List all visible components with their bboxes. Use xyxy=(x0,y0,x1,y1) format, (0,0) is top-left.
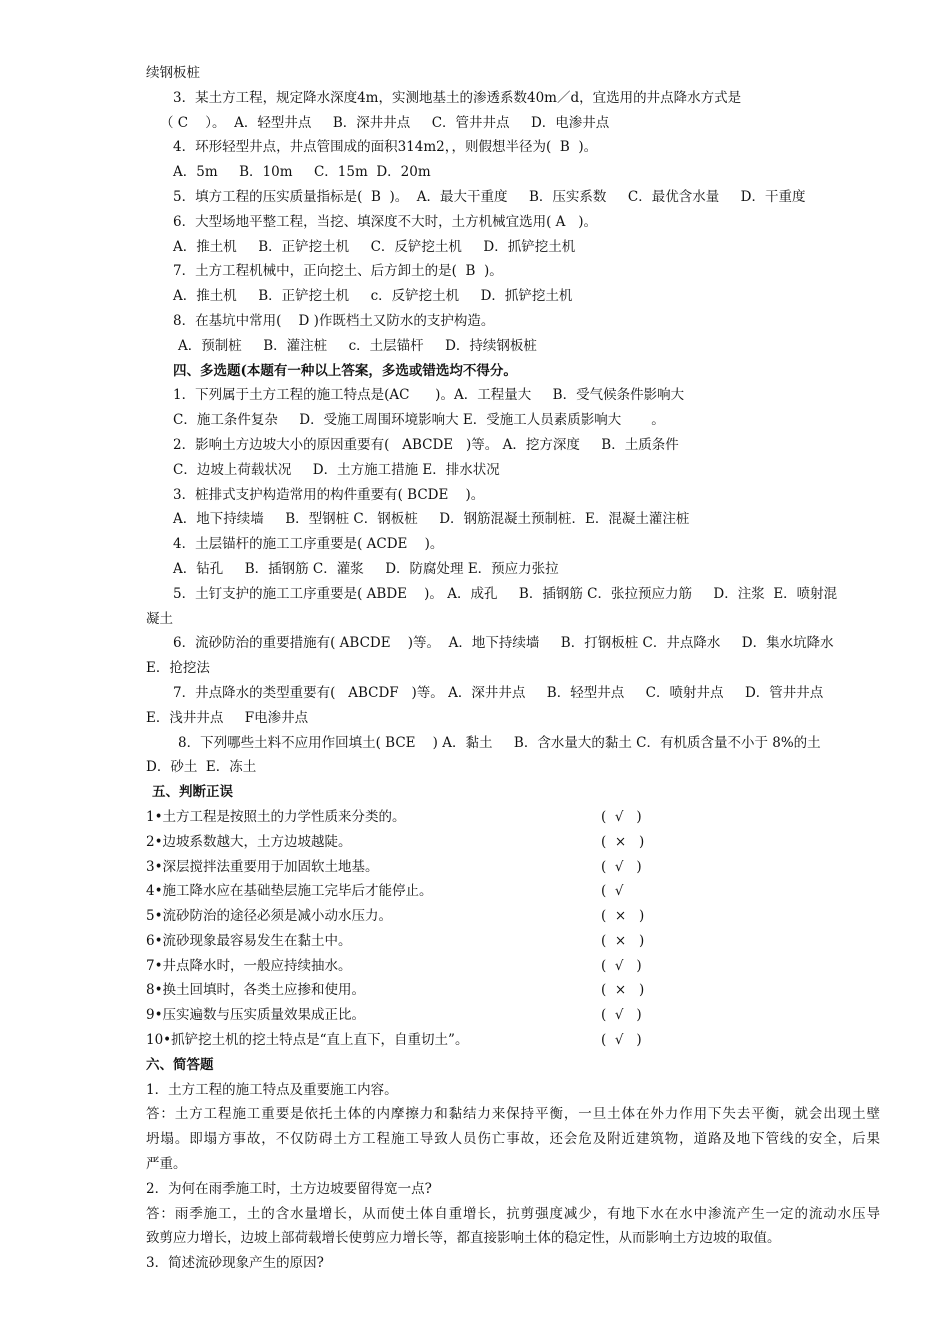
tf-mark: ( √ ) xyxy=(601,1007,642,1024)
tf-question: 4•施工降水应在基础垫层施工完毕后才能停止。 xyxy=(146,883,433,900)
sa-question-1: 1．土方工程的施工特点及重要施工内容。 xyxy=(146,1081,398,1098)
question-6-options: A．推土机 B．正铲挖土机 C．反铲挖土机 D．抓铲挖土机 xyxy=(173,238,576,255)
tf-row xyxy=(146,1028,880,1053)
tf-mark: ( √ ) xyxy=(601,957,642,974)
tf-question: 3•深层搅拌法重要用于加固软土地基。 xyxy=(146,858,379,875)
section-title-multiple-choice: 四、多选题(本题有一种以上答案，多选或错选均不得分。 xyxy=(173,362,517,379)
mc-question-3: 3．桩排式支护构造常用的构件重要有( BCDE )。 xyxy=(173,486,485,503)
tf-mark: ( √ ) xyxy=(601,808,642,825)
mc-question-6-cont: E．抢挖法 xyxy=(146,660,210,677)
sa-answer-1-line: 严重。 xyxy=(146,1156,187,1173)
text-line: 续钢板桩 xyxy=(146,65,200,81)
tf-row xyxy=(146,855,880,880)
question-7: 7．土方工程机械中，正向挖土、后方卸土的是( B )。 xyxy=(173,263,503,280)
tf-question: 5•流砂防治的途径必须是减小动水压力。 xyxy=(146,908,393,925)
question-3: 3．某土方工程，规定降水深度4m，实测地基土的渗透系数40m／d，宜选用的井点降水方式是 xyxy=(173,89,742,106)
mc-question-4: 4．土层锚杆的施工工序重要是( ACDE )。 xyxy=(173,536,444,553)
tf-question: 7•井点降水时，一般应持续抽水。 xyxy=(146,957,352,974)
mc-question-5: 5．土钉支护的施工工序重要是( ABDE )。 A．成孔 B．插钢筋 C．张拉预应力筋 D．注浆 E．喷射混 xyxy=(173,585,838,602)
tf-question: 6•流砂现象最容易发生在黏土中。 xyxy=(146,932,352,949)
question-4-options: A．5m B．10m C．15m D．20m xyxy=(173,164,431,181)
section-title-short-answer: 六、简答题 xyxy=(146,1056,214,1073)
tf-row xyxy=(146,830,880,855)
tf-question: 1•土方工程是按照土的力学性质来分类的。 xyxy=(146,808,406,825)
tf-mark: ( × ) xyxy=(601,908,645,925)
tf-mark: ( √ ) xyxy=(601,858,642,875)
mc-question-5-cont: 凝土 xyxy=(146,610,173,627)
tf-question: 8•换土回填时，各类土应掺和使用。 xyxy=(146,982,366,999)
section-title-true-false: 五、判断正误 xyxy=(152,784,233,801)
mc-question-1-options: C．施工条件复杂 D．受施工周围环境影响大 E．受施工人员素质影响大 。 xyxy=(173,412,665,429)
mc-question-7: 7．井点降水的类型重要有( ABCDF )等。 A．深井井点 B．轻型井点 C．喷射井点 D．管井井点 xyxy=(173,684,824,701)
tf-mark: ( × ) xyxy=(601,982,645,999)
mc-question-2: 2．影响土方边坡大小的原因重要有( ABCDE )等。 A．挖方深度 B．土质条件 xyxy=(173,436,679,453)
sa-question-2: 2．为何在雨季施工时，土方边坡要留得宽一点? xyxy=(146,1180,432,1197)
question-8: 8．在基坑中常用( D )作既档土又防水的支护构造。 xyxy=(173,312,495,329)
tf-question: 2•边坡系数越大，土方边坡越陡。 xyxy=(146,833,352,850)
question-3-options: （ C ）。 A．轻型井点 B．深井井点 C．管井井点 D．电渗井点 xyxy=(160,114,610,131)
tf-row xyxy=(146,1003,880,1028)
tf-question: 10•抓铲挖土机的挖土特点是“直上直下，自重切土”。 xyxy=(146,1032,469,1049)
sa-answer-1-line: 坍塌。即塌方事故，不仅防碍土方工程施工导致人员伤亡事故，还会危及附近建筑物，道路及地下管线的安全，后果 xyxy=(146,1131,880,1148)
question-4: 4．环形轻型井点，井点管围成的面积314m2，，则假想半径为( B )。 xyxy=(173,139,598,156)
mc-question-8-cont: D．砂土 E．冻土 xyxy=(146,759,257,776)
mc-question-2-options: C．边坡上荷载状况 D．土方施工措施 E．排水状况 xyxy=(173,461,500,478)
tf-mark: ( √ xyxy=(601,883,624,900)
question-7-options: A．推土机 B．正铲挖土机 c．反铲挖土机 D．抓铲挖土机 xyxy=(173,288,573,305)
mc-question-3-options: A．地下持续墙 B．型钢桩 C．钢板桩 D．钢筋混凝土预制桩．E．混凝土灌注桩 xyxy=(173,511,690,528)
question-8-options: A．预制桩 B．灌注桩 c．土层锚杆 D．持续钢板桩 xyxy=(178,337,537,354)
tf-row xyxy=(146,879,880,904)
mc-question-1: 1．下列属于土方工程的施工特点是(AC )。A．工程量大 B．受气候条件影响大 xyxy=(173,387,685,404)
tf-question: 9•压实遍数与压实质量效果成正比。 xyxy=(146,1007,366,1024)
question-6: 6．大型场地平整工程，当挖、填深度不大时，土方机械宜选用( A )。 xyxy=(173,213,598,230)
mc-question-7-cont: E．浅井井点 F电渗井点 xyxy=(146,709,309,726)
mc-question-8: 8．下列哪些土料不应用作回填土( BCE ) A．黏土 B．含水量大的黏土 C．有机质含量不小于 8%的土 xyxy=(178,734,821,751)
mc-question-4-options: A．钻孔 B．插钢筋 C．灌浆 D．防腐处理 E．预应力张拉 xyxy=(173,560,559,577)
tf-mark: ( √ ) xyxy=(601,1032,642,1049)
document-page xyxy=(146,61,880,1276)
tf-row xyxy=(146,929,880,954)
tf-row xyxy=(146,904,880,929)
tf-mark: ( × ) xyxy=(601,932,645,949)
sa-question-3: 3．简述流砂现象产生的原因? xyxy=(146,1255,324,1272)
mc-question-6: 6．流砂防治的重要措施有( ABCDE )等。 A．地下持续墙 B．打钢板桩 C．井点降水 D．集水坑降水 xyxy=(173,635,834,652)
tf-row xyxy=(146,978,880,1003)
sa-answer-1-line: 答：土方工程施工重要是依托土体的内摩擦力和黏结力来保持平衡，一旦土体在外力作用下失去平衡，就会出现土壁 xyxy=(146,1106,880,1123)
question-5: 5．填方工程的压实质量指标是( B )。 A．最大干重度 B．压实系数 C．最优含水量 D．干重度 xyxy=(173,188,806,205)
sa-answer-2-line: 致剪应力增长，边坡上部荷载增长使剪应力增长等，都直接影响土体的稳定性，从而影响土方边坡的取值。 xyxy=(146,1230,781,1247)
tf-row xyxy=(146,954,880,979)
tf-row xyxy=(146,805,880,830)
tf-mark: ( × ) xyxy=(601,833,645,850)
sa-answer-2-line: 答：雨季施工，土的含水量增长，从而使土体自重增长，抗剪强度减少，有地下水在水中渗流产生一定的流动水压导 xyxy=(146,1205,880,1222)
